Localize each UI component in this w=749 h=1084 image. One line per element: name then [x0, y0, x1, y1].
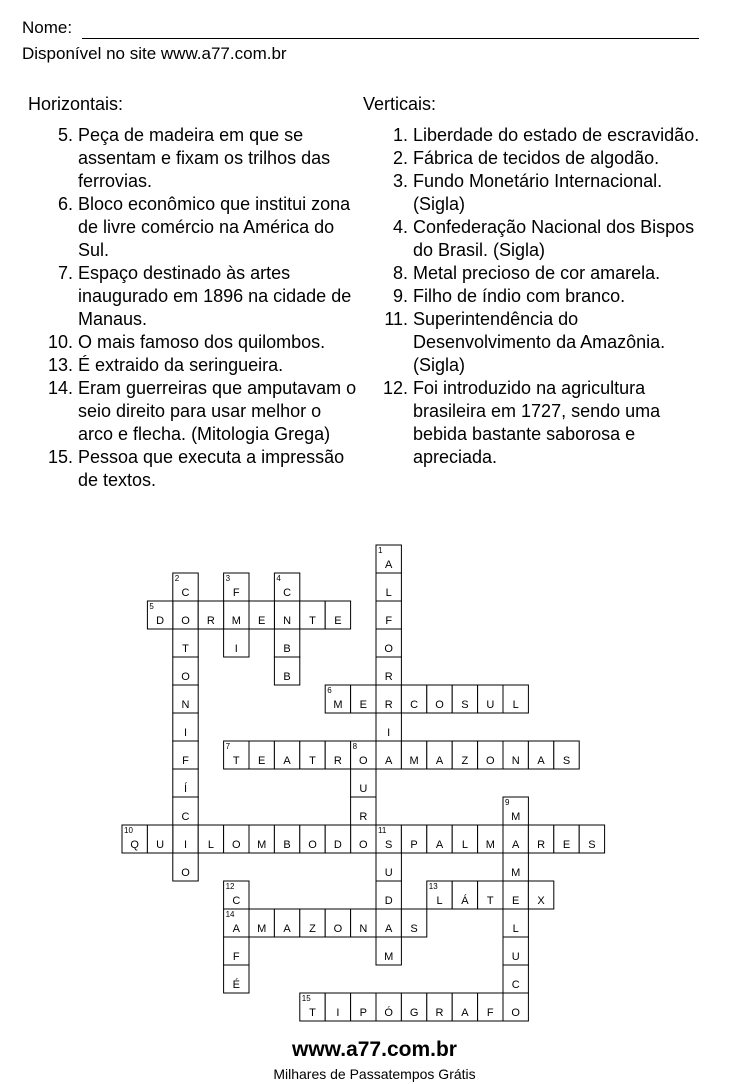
- clue-item: 13. É extraido da seringueira.: [47, 355, 284, 375]
- clue-item: 11. Superintendência do Desenvolvimento da Amazônia. (Sigla): [384, 309, 666, 375]
- grid-letter: O: [181, 867, 190, 879]
- clue-item: 15. Pessoa que executa a impressão de textos.: [47, 447, 345, 490]
- grid-letter: U: [511, 951, 520, 963]
- grid-letter: X: [537, 895, 545, 907]
- grid-letter: U: [486, 699, 495, 711]
- grid-letter: R: [384, 699, 393, 711]
- grid-letter: E: [334, 615, 342, 627]
- grid-clue-number: 7: [225, 742, 231, 751]
- grid-letter: D: [156, 615, 165, 627]
- grid-clue-number: 8: [352, 742, 358, 751]
- grid-letter: L: [436, 895, 443, 907]
- grid-letter: A: [385, 923, 393, 935]
- footer-tagline: Milhares de Passatempos Grátis: [273, 1066, 476, 1082]
- grid-clue-number: 13: [428, 882, 438, 891]
- grid-letter: A: [385, 755, 393, 767]
- grid-letter: F: [232, 587, 240, 599]
- grid-letter: O: [359, 755, 368, 767]
- clue-item: 1. Liberdade do estado de escravidão.: [392, 125, 700, 145]
- grid-letter: N: [181, 699, 190, 711]
- grid-letter: L: [512, 699, 519, 711]
- grid-letter: O: [181, 615, 190, 627]
- grid-letter: I: [234, 643, 238, 655]
- grid-letter: T: [486, 895, 494, 907]
- grid-letter: A: [537, 755, 545, 767]
- grid-letter: R: [206, 615, 215, 627]
- grid-letter: M: [257, 923, 267, 935]
- grid-letter: M: [231, 615, 241, 627]
- grid-letter: O: [384, 643, 393, 655]
- grid-letter: U: [359, 783, 368, 795]
- grid-letter: D: [384, 895, 393, 907]
- grid-letter: E: [562, 839, 571, 851]
- grid-letter: S: [461, 699, 469, 711]
- grid-letter: O: [181, 671, 190, 683]
- grid-letter: T: [309, 755, 316, 767]
- grid-letter: M: [333, 699, 343, 711]
- grid-letter: C: [410, 699, 419, 711]
- clue-item: 6. Bloco econômico que institui zona de livre comércio na América do Sul.: [57, 194, 351, 260]
- clue-item: 7. Espaço destinado às artes inaugurado em 1896 na cidade de Manaus.: [57, 263, 352, 329]
- grid-clue-number: 6: [327, 686, 332, 695]
- grid-letter: S: [410, 923, 418, 935]
- grid-letter: Z: [461, 755, 469, 767]
- grid-letter: L: [207, 839, 214, 851]
- grid-letter: T: [309, 1007, 316, 1019]
- grid-letter: L: [385, 587, 392, 599]
- vertical-title: Verticais:: [363, 94, 437, 114]
- grid-letter: U: [384, 867, 393, 879]
- grid-letter: O: [308, 839, 317, 851]
- grid-letter: C: [181, 587, 190, 599]
- grid-letter: P: [410, 839, 418, 851]
- grid-letter: B: [283, 643, 291, 655]
- grid-letter: A: [435, 755, 444, 767]
- clue-item: 12. Foi introduzido na agricultura brasileira em 1727, sendo uma bebida bastante saborosa e apreciada.: [382, 378, 661, 467]
- grid-letter: S: [385, 839, 393, 851]
- grid-letter: É: [232, 979, 240, 991]
- grid-letter: L: [512, 923, 519, 935]
- grid-letter: A: [385, 559, 393, 571]
- grid-letter: O: [232, 839, 241, 851]
- grid-letter: E: [258, 615, 266, 627]
- grid-letter: R: [537, 839, 546, 851]
- grid-clue-number: 4: [276, 574, 281, 583]
- horizontal-title: Horizontais:: [28, 94, 124, 114]
- grid-clue-number: 14: [225, 910, 235, 919]
- grid-letter: Q: [130, 839, 139, 851]
- grid-letter: U: [156, 839, 165, 851]
- grid-letter: I: [387, 727, 391, 739]
- site-note: Disponível no site www.a77.com.br: [22, 44, 287, 63]
- grid-letter: M: [409, 755, 419, 767]
- grid-letter: B: [283, 671, 291, 683]
- grid-letter: T: [232, 755, 240, 767]
- grid-letter: S: [588, 839, 596, 851]
- grid-letter: I: [183, 839, 188, 851]
- grid-letter: A: [435, 839, 444, 851]
- grid-letter: T: [182, 643, 189, 655]
- grid-letter: Z: [309, 923, 316, 935]
- grid-letter: E: [258, 755, 266, 767]
- grid-letter: A: [283, 755, 291, 767]
- grid-letter: M: [384, 951, 394, 963]
- clue-item: 14. Eram guerreiras que amputavam o seio direito para usar melhor o arco e flecha. (Mitologia Grega): [47, 378, 357, 444]
- grid-letter: C: [511, 979, 520, 991]
- grid-letter: N: [511, 755, 520, 767]
- grid-clue-number: 5: [149, 602, 154, 611]
- grid-letter: C: [283, 587, 292, 599]
- grid-letter: E: [512, 895, 520, 907]
- clue-item: 8. Metal precioso de cor amarela.: [392, 263, 661, 283]
- grid-letter: E: [359, 699, 367, 711]
- grid-letter: N: [359, 923, 368, 935]
- name-label: Nome:: [22, 18, 73, 37]
- grid-letter: M: [485, 839, 495, 851]
- grid-letter: G: [409, 1007, 419, 1019]
- grid-letter: R: [359, 811, 368, 823]
- grid-clue-number: 3: [225, 574, 231, 583]
- grid-clue-number: 10: [124, 826, 133, 835]
- grid-letter: R: [384, 671, 393, 683]
- grid-clue-number: 1: [378, 546, 383, 555]
- grid-letter: A: [461, 1007, 469, 1019]
- grid-letter: O: [333, 923, 343, 935]
- grid-letter: O: [486, 755, 495, 767]
- grid-letter: Ó: [384, 1007, 393, 1019]
- grid-letter: M: [511, 867, 521, 879]
- grid-letter: A: [512, 839, 520, 851]
- grid-letter: Á: [461, 895, 469, 907]
- grid-letter: C: [181, 811, 190, 823]
- grid-letter: F: [232, 951, 240, 963]
- grid-letter: T: [309, 615, 316, 627]
- grid-letter: Í: [183, 783, 188, 795]
- clue-item: 4. Confederação Nacional dos Bispos do Brasil. (Sigla): [392, 217, 695, 260]
- grid-letter: F: [486, 1007, 494, 1019]
- grid-clue-number: 12: [225, 882, 235, 891]
- grid-letter: B: [283, 839, 291, 851]
- clue-item: 10. O mais famoso dos quilombos.: [47, 332, 326, 352]
- grid-letter: I: [183, 727, 188, 739]
- grid-letter: D: [333, 839, 342, 851]
- grid-clue-number: 15: [301, 994, 311, 1003]
- grid-letter: R: [333, 755, 342, 767]
- grid-letter: O: [511, 1007, 520, 1019]
- clue-item: 9. Filho de índio com branco.: [392, 286, 626, 306]
- grid-letter: L: [461, 839, 468, 851]
- grid-letter: M: [511, 811, 521, 823]
- footer-url: www.a77.com.br: [292, 1038, 457, 1061]
- grid-letter: M: [257, 839, 267, 851]
- clue-item: 5. Peça de madeira em que se assentam e fixam os trilhos das ferrovias.: [57, 125, 331, 191]
- grid-clue-number: 2: [174, 574, 180, 583]
- grid-letter: R: [435, 1007, 444, 1019]
- clue-item: 3. Fundo Monetário Internacional. (Sigla): [392, 171, 663, 214]
- grid-letter: I: [336, 1007, 340, 1019]
- grid-clue-number: 9: [505, 798, 510, 807]
- grid-letter: C: [232, 895, 241, 907]
- grid-letter: A: [283, 923, 291, 935]
- grid-letter: O: [359, 839, 368, 851]
- grid-letter: S: [562, 755, 571, 767]
- clue-item: 2. Fábrica de tecidos de algodão.: [392, 148, 660, 168]
- grid-clue-number: 11: [378, 826, 387, 835]
- grid-letter: N: [283, 615, 292, 627]
- grid-letter: O: [435, 699, 444, 711]
- grid-letter: P: [359, 1007, 367, 1019]
- grid-letter: A: [232, 923, 240, 935]
- grid-letter: F: [385, 615, 393, 627]
- grid-letter: F: [182, 755, 189, 767]
